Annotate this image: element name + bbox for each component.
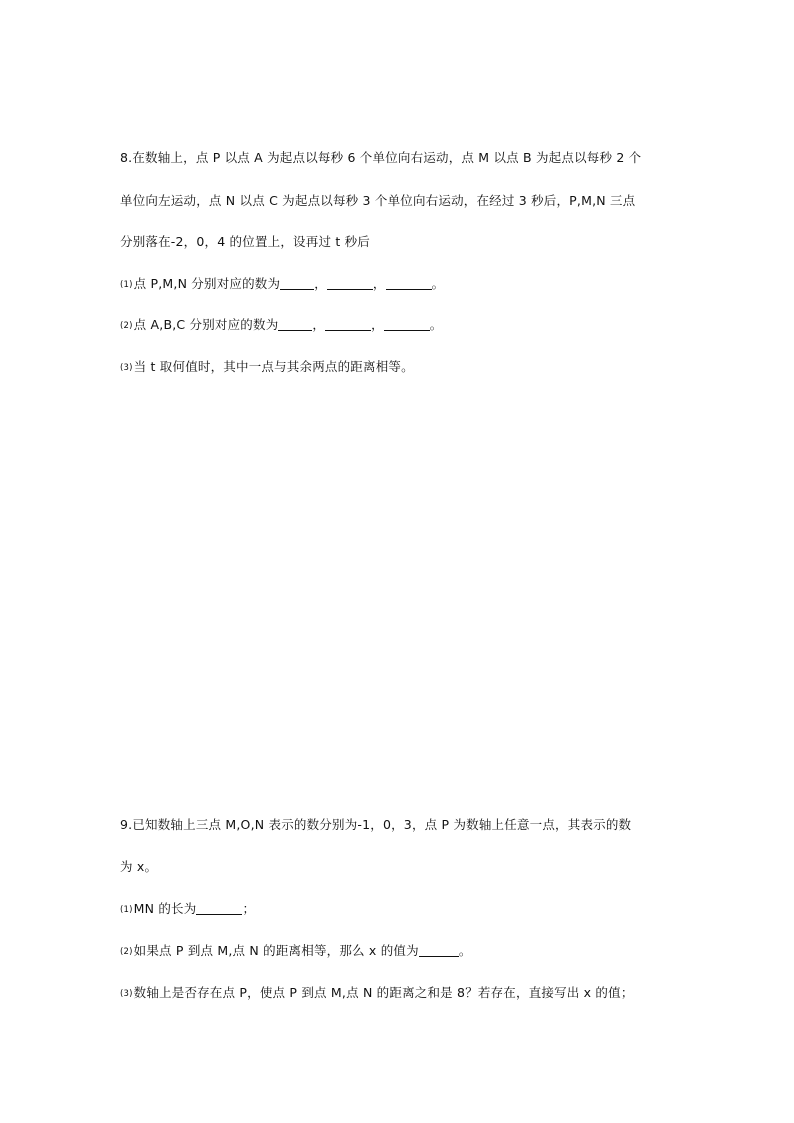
q8-line-1: 8.在数轴上，点 P 以点 A 为起点以每秒 6 个单位向右运动，点 M 以点 B 为起点以每秒 2 个: [120, 150, 642, 165]
q9-subquestion-1: [120, 901, 255, 918]
subquestion-text: MN 的长为: [133, 901, 197, 916]
q9-line-1: 9.已知数轴上三点 M,O,N 表示的数分别为-1，0，3，点 P 为数轴上任意一点，其表示的数: [120, 817, 632, 832]
subquestion-text: 当 t 取何值时，其中一点与其余两点的距离相等。: [133, 359, 414, 374]
answer-blank[interactable]: [196, 902, 242, 915]
answer-blank[interactable]: [419, 944, 459, 957]
subquestion-text: 点 P,M,N 分别对应的数为: [133, 276, 281, 291]
subquestion-number: (2): [120, 947, 133, 957]
q8-subquestion-3: [120, 359, 414, 376]
subquestion-text: 数轴上是否存在点 P，使点 P 到点 M,点 N 的距离之和是 8？若存在，直接写出 x 的值；: [133, 985, 634, 1000]
q9-line-2: 为 x。: [120, 859, 158, 874]
answer-blank[interactable]: [386, 277, 432, 290]
subquestion-number: (3): [120, 989, 133, 999]
subquestion-number: (2): [120, 321, 133, 331]
answer-blank[interactable]: [325, 318, 371, 331]
separator: ，: [372, 276, 386, 291]
separator: ，: [312, 317, 326, 332]
subquestion-number: (1): [120, 905, 133, 915]
separator: ，: [371, 317, 384, 332]
subquestion-text: 点 A,B,C 分别对应的数为: [133, 317, 279, 332]
answer-blank[interactable]: [384, 318, 430, 331]
subquestion-number: (3): [120, 363, 133, 373]
end-punct: 。: [431, 276, 445, 291]
subquestion-text: 如果点 P 到点 M,点 N 的距离相等，那么 x 的值为: [133, 943, 419, 958]
q8-line-2: 单位向左运动，点 N 以点 C 为起点以每秒 3 个单位向右运动，在经过 3 秒后，P,M,N 三点: [120, 193, 636, 208]
end-punct: ；: [242, 901, 256, 916]
separator: ，: [314, 276, 327, 291]
subquestion-number: (1): [120, 280, 133, 290]
q8-subquestion-2: [120, 317, 443, 334]
q8-subquestion-1: [120, 276, 444, 293]
answer-blank[interactable]: [278, 318, 312, 331]
answer-blank[interactable]: [327, 277, 373, 290]
q8-line-3: 分别落在-2，0，4 的位置上，设再过 t 秒后: [120, 234, 370, 249]
answer-blank[interactable]: [280, 277, 314, 290]
q9-subquestion-3: [120, 985, 634, 1002]
end-punct: 。: [429, 317, 443, 332]
q9-subquestion-2: [120, 943, 472, 960]
end-punct: 。: [458, 943, 472, 958]
